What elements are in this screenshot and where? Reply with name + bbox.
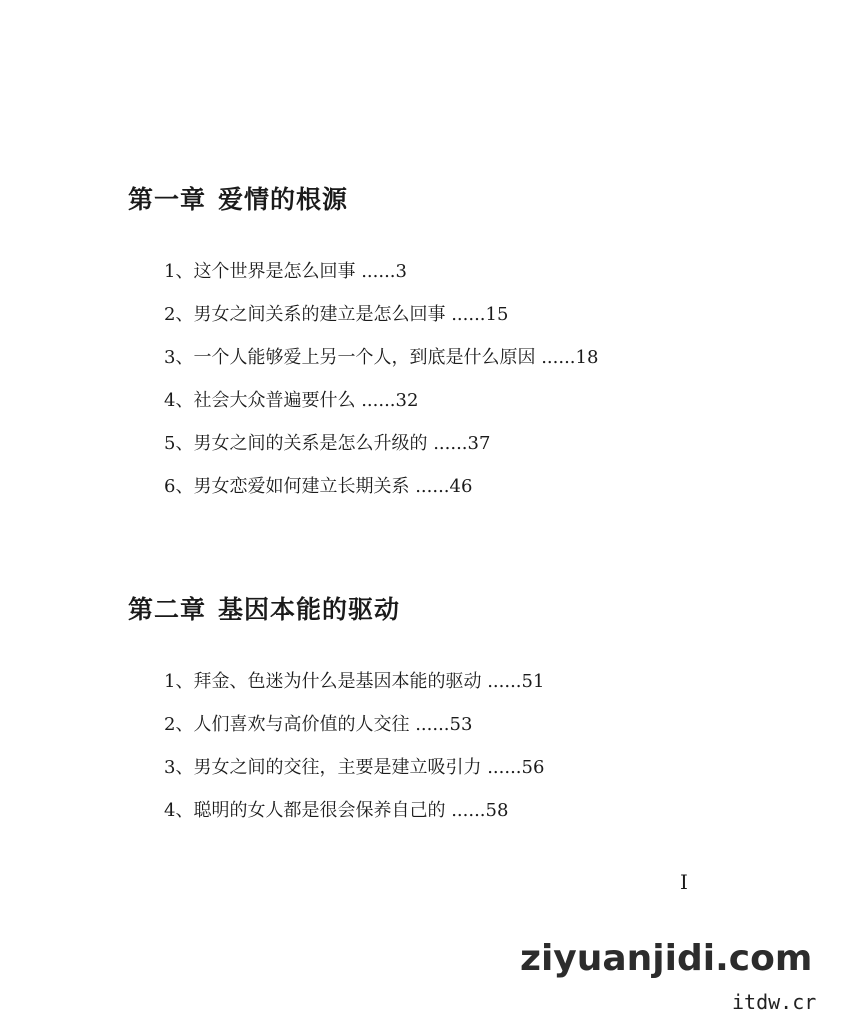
entry-text: 人们喜欢与高价值的人交往: [193, 714, 410, 735]
entry-text: 男女之间的关系是怎么升级的: [193, 433, 428, 454]
entry-text: 一个人能够爱上另一个人，到底是什么原因: [193, 347, 536, 368]
entry-number: 2、: [164, 714, 194, 735]
entry-text: 男女之间的交往，主要是建立吸引力: [193, 757, 482, 778]
entry-number: 3、: [164, 347, 194, 368]
entry-leader: ......: [451, 304, 486, 325]
entry-page: 56: [521, 757, 545, 778]
chapter-2-heading: [128, 590, 768, 630]
entry-number: 1、: [164, 261, 194, 282]
chapter-2: [128, 590, 768, 821]
chapter-1-entries: [164, 258, 598, 516]
entry-text: 男女之间关系的建立是怎么回事: [193, 304, 446, 325]
chapter-2-entries: [164, 668, 544, 840]
entry-number: 6、: [164, 476, 194, 497]
entry-leader: ......: [487, 757, 522, 778]
entry-leader: ......: [451, 800, 486, 821]
entry-leader: ......: [415, 714, 450, 735]
chapter-1-heading: [128, 180, 768, 220]
entry-page: 58: [485, 800, 509, 821]
entry-leader: ......: [487, 671, 522, 692]
page-number: I: [680, 870, 688, 894]
entry-text: 聪明的女人都是很会保养自己的: [193, 800, 446, 821]
watermark-main: ziyuanjidi.com: [520, 938, 813, 979]
chapter-2-title: 基因本能的驱动: [218, 595, 401, 624]
toc-entry[interactable]: [164, 711, 544, 754]
toc-entry[interactable]: [164, 387, 598, 430]
entry-number: 4、: [164, 800, 194, 821]
toc-entry[interactable]: [164, 344, 598, 387]
entry-page: 53: [449, 714, 473, 735]
watermark-sub: itdw.cr: [732, 990, 817, 1014]
chapter-1-label: 第一章: [128, 185, 207, 214]
toc-entry[interactable]: [164, 258, 598, 301]
entry-text: 男女恋爱如何建立长期关系: [193, 476, 410, 497]
entry-page: 3: [395, 261, 407, 282]
entry-page: 15: [485, 304, 509, 325]
toc-entry[interactable]: [164, 301, 598, 344]
entry-leader: ......: [361, 390, 396, 411]
entry-page: 18: [575, 347, 599, 368]
entry-page: 46: [449, 476, 473, 497]
chapter-1-title: 爱情的根源: [218, 185, 349, 214]
entry-leader: ......: [541, 347, 576, 368]
entry-text: 拜金、色迷为什么是基因本能的驱动: [193, 671, 482, 692]
entry-number: 1、: [164, 671, 194, 692]
entry-number: 3、: [164, 757, 194, 778]
entry-leader: ......: [415, 476, 450, 497]
entry-page: 32: [395, 390, 419, 411]
chapter-2-label: 第二章: [128, 595, 207, 624]
entry-leader: ......: [433, 433, 468, 454]
entry-leader: ......: [361, 261, 396, 282]
entry-number: 2、: [164, 304, 194, 325]
toc-entry[interactable]: [164, 668, 544, 711]
toc-entry[interactable]: [164, 754, 544, 797]
entry-text: 社会大众普遍要什么: [193, 390, 356, 411]
entry-number: 5、: [164, 433, 194, 454]
entry-text: 这个世界是怎么回事: [193, 261, 356, 282]
chapter-1: [128, 180, 768, 497]
toc-entry[interactable]: [164, 473, 598, 516]
toc-entry[interactable]: [164, 797, 544, 840]
entry-page: 37: [467, 433, 491, 454]
entry-page: 51: [521, 671, 545, 692]
entry-number: 4、: [164, 390, 194, 411]
toc-entry[interactable]: [164, 430, 598, 473]
